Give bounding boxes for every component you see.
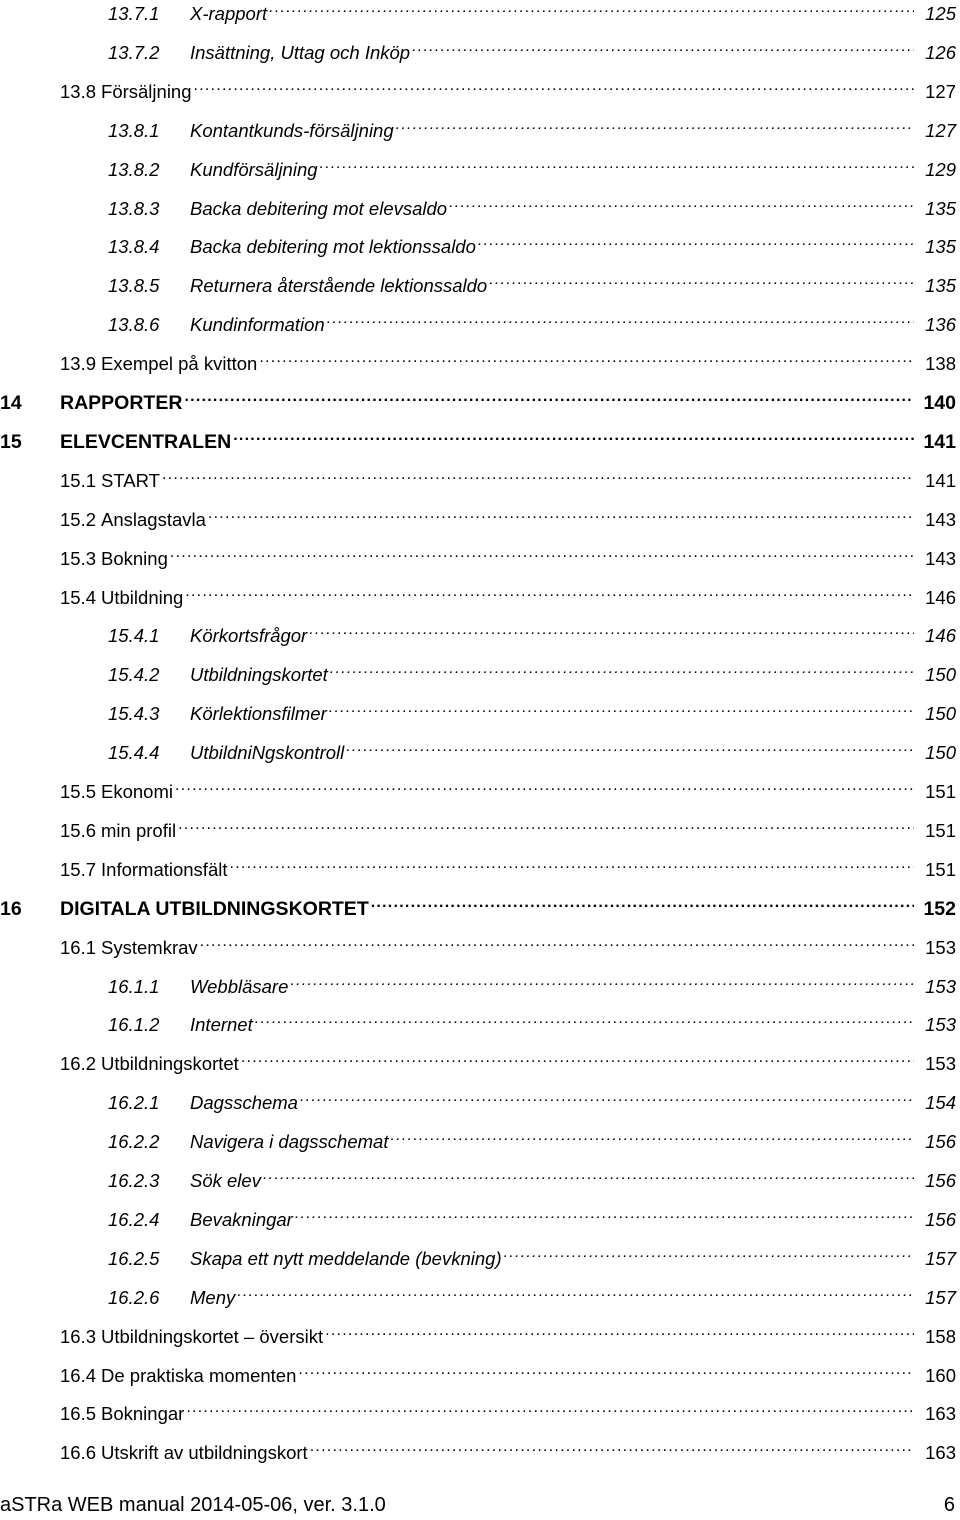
toc-entry-number: 15.4: [60, 586, 97, 608]
toc-entry[interactable]: [0, 346, 960, 376]
toc-entry[interactable]: [0, 1046, 960, 1076]
toc-entry[interactable]: [0, 0, 960, 26]
toc-entry-page: 160: [925, 1364, 956, 1386]
toc-entry-number: 16.2.2: [108, 1131, 160, 1153]
toc-entry-page: 141: [925, 469, 956, 491]
toc-entry-page: 141: [923, 430, 956, 453]
dot-leader: [178, 813, 914, 837]
toc-entry-title: Meny: [190, 1286, 236, 1308]
toc-entry[interactable]: [0, 1319, 960, 1349]
toc-entry[interactable]: [0, 852, 960, 882]
dot-leader: [295, 1202, 914, 1226]
dot-leader: [478, 229, 914, 253]
toc-entry-number: 15: [0, 430, 22, 453]
toc-entry-page: 151: [925, 781, 956, 802]
toc-entry-number: 16.2.1: [108, 1092, 160, 1114]
toc-entry[interactable]: [0, 268, 960, 298]
footer-page-number: 6: [943, 1494, 955, 1516]
toc-entry-number: 16.2: [60, 1053, 97, 1075]
toc-entry-page: 156: [925, 1170, 956, 1191]
toc-entry[interactable]: [0, 541, 960, 571]
toc-entry-page: 153: [925, 936, 956, 958]
toc-entry-number: 16.1: [60, 936, 97, 958]
toc-entry-title: START: [101, 469, 160, 491]
dot-leader: [396, 113, 914, 137]
toc-entry[interactable]: [0, 424, 960, 454]
dot-leader: [259, 346, 914, 370]
toc-entry-title: Utbildningskortet: [190, 664, 328, 686]
toc-entry-number: 16.6: [60, 1442, 97, 1464]
toc-entry-page: 146: [925, 586, 956, 608]
dot-leader: [300, 1085, 914, 1109]
toc-entry[interactable]: [0, 152, 960, 182]
toc-entry-number: 16.4: [60, 1364, 97, 1386]
toc-entry-page: 152: [923, 897, 956, 920]
toc-entry-title: Kontantkunds-försäljning: [190, 119, 394, 141]
dot-leader: [449, 191, 914, 215]
toc-entry-page: 140: [923, 392, 956, 414]
dot-leader: [412, 35, 914, 59]
toc-entry[interactable]: [0, 1007, 960, 1037]
toc-entry[interactable]: [0, 580, 960, 610]
toc-entry-number: 16: [0, 897, 22, 920]
toc-entry[interactable]: [0, 463, 960, 493]
toc-entry-page: 153: [925, 1053, 956, 1075]
toc-entry-number: 16.3: [60, 1325, 97, 1347]
toc-entry-number: 15.2: [60, 508, 97, 530]
toc-entry-page: 143: [925, 547, 956, 569]
dot-leader: [237, 1280, 914, 1304]
toc-entry-title: Körkortsfrågor: [190, 625, 308, 647]
toc-entry[interactable]: [0, 735, 960, 765]
toc-entry-title: Dagsschema: [190, 1092, 298, 1114]
toc-entry-page: 129: [925, 158, 956, 180]
toc-entry[interactable]: [0, 1163, 960, 1193]
dot-leader: [170, 541, 914, 565]
toc-entry-title: X-rapport: [190, 3, 268, 24]
dot-leader: [184, 385, 914, 409]
dot-leader: [327, 307, 914, 331]
toc-entry-title: Körlektionsfilmer: [190, 703, 327, 725]
toc-entry-number: 13.7.1: [108, 3, 160, 24]
toc-entry-page: 135: [925, 236, 956, 258]
dot-leader: [325, 1319, 914, 1343]
toc-entry-page: 150: [925, 742, 956, 764]
toc-entry-page: 154: [925, 1092, 956, 1114]
toc-entry-title: De praktiska momenten: [101, 1364, 297, 1386]
toc-entry-page: 135: [925, 275, 956, 297]
toc-entry[interactable]: [0, 1396, 960, 1426]
toc-entry[interactable]: [0, 813, 960, 843]
toc-entry[interactable]: [0, 1085, 960, 1115]
dot-leader: [200, 930, 914, 954]
toc-entry-title: Bokning: [101, 547, 168, 569]
dot-leader: [310, 1435, 914, 1459]
toc-entry-title: Bevakningar: [190, 1208, 293, 1230]
toc-entry-title: Systemkrav: [101, 936, 198, 958]
toc-entry-number: 15.7: [60, 858, 97, 880]
toc-entry-title: Backa debitering mot lektionssaldo: [190, 236, 476, 258]
dot-leader: [186, 1396, 914, 1420]
dot-leader: [290, 969, 914, 993]
dot-leader: [346, 735, 914, 759]
toc-entry[interactable]: [0, 74, 960, 104]
toc-entry-title: Utbildningskortet: [101, 1053, 239, 1075]
toc-entry-title: Utskrift av utbildningskort: [101, 1442, 308, 1464]
toc-entry-page: 135: [925, 197, 956, 219]
toc-entry-title: min profil: [101, 819, 177, 841]
toc-entry[interactable]: [0, 969, 960, 999]
dot-leader: [330, 657, 914, 681]
toc-entry[interactable]: [0, 191, 960, 221]
toc-entry[interactable]: [0, 1202, 960, 1232]
toc-entry-number: 16.2.5: [108, 1247, 160, 1269]
toc-entry-number: 16.2.4: [108, 1208, 160, 1230]
toc-entry[interactable]: [0, 1358, 960, 1388]
toc-entry-number: 15.5: [60, 781, 97, 802]
toc-entry-page: 126: [925, 41, 956, 63]
toc-entry[interactable]: [0, 774, 960, 804]
toc-entry-number: 13.8.5: [108, 275, 160, 297]
toc-entry-number: 13.8.3: [108, 197, 160, 219]
toc-entry[interactable]: [0, 657, 960, 687]
toc-entry-title: Försäljning: [101, 80, 192, 102]
toc-entry-page: 163: [925, 1442, 956, 1464]
toc-entry-title: Exempel på kvitton: [101, 353, 258, 375]
toc-entry-number: 15.4.2: [108, 664, 160, 686]
toc-entry[interactable]: [0, 930, 960, 960]
toc-entry-page: 156: [925, 1208, 956, 1230]
toc-entry[interactable]: [0, 891, 960, 921]
toc-entry-number: 15.1: [60, 469, 97, 491]
toc-entry-title: Skapa ett nytt meddelande (bevkning): [190, 1247, 502, 1269]
toc-entry[interactable]: [0, 502, 960, 532]
dot-leader: [269, 0, 914, 20]
toc-entry-page: 156: [925, 1131, 956, 1153]
toc-entry-page: 146: [925, 625, 956, 647]
toc-entry[interactable]: [0, 1280, 960, 1310]
toc-entry-page: 163: [925, 1403, 956, 1425]
toc-entry-page: 157: [925, 1247, 956, 1269]
toc-entry-number: 13.8.6: [108, 314, 160, 336]
toc-entry-number: 15.3: [60, 547, 97, 569]
toc-entry[interactable]: [0, 35, 960, 65]
toc-entry-page: 150: [925, 703, 956, 725]
toc-entry-title: Utbildningskortet – översikt: [101, 1325, 324, 1347]
dot-leader: [208, 502, 914, 526]
toc-entry[interactable]: [0, 385, 960, 415]
toc-entry-title: ELEVCENTRALEN: [60, 430, 232, 453]
dot-leader: [298, 1358, 914, 1382]
toc-entry[interactable]: [0, 1241, 960, 1271]
toc-entry-number: 16.2.3: [108, 1170, 160, 1191]
toc-entry[interactable]: [0, 307, 960, 337]
dot-leader: [390, 1124, 914, 1148]
toc-entry-number: 16.1.1: [108, 975, 160, 997]
dot-leader: [162, 463, 914, 487]
toc-entry-title: Internet: [190, 1014, 253, 1036]
toc-entry-title: Ekonomi: [101, 781, 173, 802]
dot-leader: [329, 696, 914, 720]
toc-entry-page: 153: [925, 975, 956, 997]
dot-leader: [185, 580, 914, 604]
toc-entry-title: Kundförsäljning: [190, 158, 318, 180]
toc-entry-number: 13.9: [60, 353, 97, 375]
toc-entry-number: 13.8.2: [108, 158, 160, 180]
toc-entry[interactable]: [0, 229, 960, 259]
dot-leader: [320, 152, 914, 176]
toc-entry-title: Bokningar: [101, 1403, 185, 1425]
dot-leader: [489, 268, 914, 292]
toc-entry-page: 153: [925, 1014, 956, 1036]
toc-entry-number: 15.6: [60, 819, 97, 841]
page-footer: [0, 1490, 960, 1520]
toc-entry-page: 138: [925, 353, 956, 375]
toc-entry-number: 16.5: [60, 1403, 97, 1425]
toc-entry-page: 127: [925, 80, 956, 102]
toc-entry-page: 158: [925, 1325, 956, 1347]
dot-leader: [504, 1241, 914, 1265]
toc-entry-page: 151: [925, 819, 956, 841]
toc-entry-page: 151: [925, 858, 956, 880]
toc-entry-number: 14: [0, 392, 22, 414]
toc-entry-title: Returnera återstående lektionssaldo: [190, 275, 488, 297]
toc-entry-title: Informationsfält: [101, 858, 228, 880]
toc-entry-number: 13.8.1: [108, 119, 160, 141]
dot-leader: [371, 891, 914, 915]
toc-entry-number: 13.8: [60, 80, 97, 102]
dot-leader: [194, 74, 914, 98]
toc-entry[interactable]: [0, 696, 960, 726]
dot-leader: [309, 618, 914, 642]
toc-entry-page: 150: [925, 664, 956, 686]
dot-leader: [255, 1007, 914, 1031]
toc-entry-title: Navigera i dagsschemat: [190, 1131, 389, 1153]
toc-entry-title: Sök elev: [190, 1170, 261, 1191]
toc-entry-title: Insättning, Uttag och Inköp: [190, 41, 411, 63]
toc-entry-number: 15.4.1: [108, 625, 160, 647]
toc-entry-title: Anslagstavla: [101, 508, 206, 530]
toc-entry-title: UtbildniNgskontroll: [190, 742, 345, 764]
toc-entry-title: DIGITALA UTBILDNINGSKORTET: [60, 897, 369, 920]
toc-entry-title: Webbläsare: [190, 975, 289, 997]
toc-entry-title: Utbildning: [101, 586, 184, 608]
footer-document-title: aSTRa WEB manual 2014-05-06, ver. 3.1.0: [0, 1494, 386, 1516]
toc-entry-number: 13.7.2: [108, 41, 160, 63]
dot-leader: [233, 424, 914, 448]
toc-entry-number: 16.2.6: [108, 1286, 160, 1308]
toc-entry-page: 157: [925, 1286, 956, 1308]
dot-leader: [241, 1046, 914, 1070]
dot-leader: [263, 1163, 914, 1187]
toc-entry-number: 15.4.4: [108, 742, 160, 764]
dot-leader: [230, 852, 915, 876]
toc-entry[interactable]: [0, 113, 960, 143]
toc-entry[interactable]: [0, 1124, 960, 1154]
toc-entry-number: 13.8.4: [108, 236, 160, 258]
toc-entry-number: 15.4.3: [108, 703, 160, 725]
toc-entry-page: 143: [925, 508, 956, 530]
toc-entry-page: 136: [925, 314, 956, 336]
toc-entry-title: Backa debitering mot elevsaldo: [190, 197, 448, 219]
toc-entry-page: 127: [925, 119, 956, 141]
dot-leader: [175, 774, 914, 798]
toc-entry-title: RAPPORTER: [60, 392, 183, 414]
toc-entry-page: 125: [925, 3, 956, 24]
toc-entry-number: 16.1.2: [108, 1014, 160, 1036]
toc-entry-title: Kundinformation: [190, 314, 325, 336]
toc-entry[interactable]: [0, 1435, 960, 1465]
toc-entry[interactable]: [0, 618, 960, 648]
